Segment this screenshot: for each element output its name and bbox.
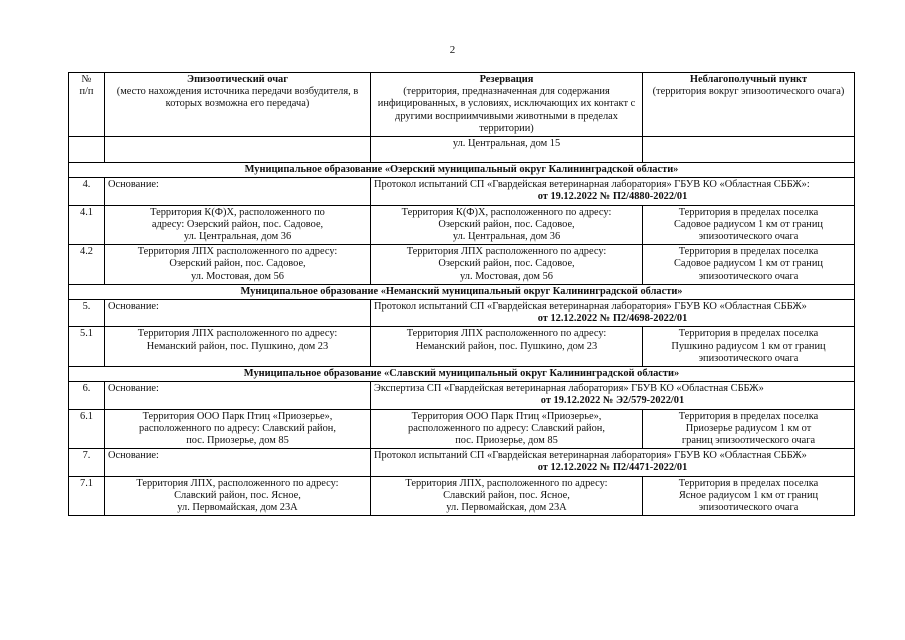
cell-line: Территория в пределах поселка (678, 477, 819, 489)
table-row (69, 476, 855, 516)
focus-cell (105, 205, 371, 245)
basis-num: 5. (69, 300, 105, 327)
cell-line: границ эпизоотического очага (681, 435, 816, 447)
cell-line: Территория К(Ф)Х, расположенного по (150, 206, 325, 218)
table-row (69, 327, 855, 367)
basis-reference: от 12.12.2022 № П2/4471-2022/01 (537, 462, 688, 474)
cell-line: ул. Первомайская, дом 23А (177, 502, 298, 514)
basis-label: Основание: (105, 300, 371, 327)
unfavorable-point-cell (643, 409, 855, 449)
cell-line: Территория ЛПХ, расположенного по адресу: (136, 477, 339, 489)
basis-num: 7. (69, 449, 105, 476)
cell-line: Неманский район, пос. Пушкино, дом 23 (146, 340, 329, 352)
basis-row (69, 300, 855, 327)
table-row (69, 409, 855, 449)
cell-line: ул. Мостовая, дом 56 (191, 270, 284, 282)
basis-text: Протокол испытаний СП «Гвардейская ветеринарная лаборатория» ГБУВ КО «Областная СББЖ» (374, 450, 807, 462)
cell-line: Неманский район, пос. Пушкино, дом 23 (415, 340, 598, 352)
basis-row (69, 449, 855, 476)
cell-line: Садовое радиусом 1 км от границ (674, 258, 823, 270)
basis-row (69, 178, 855, 205)
header-focus: Эпизоотический очаг (место нахождения источника передачи возбудителя, в которых возможна его передача) (105, 73, 371, 137)
cell-line: Территория ЛПХ, расположенного по адресу: (405, 477, 608, 489)
header-num: № п/п (69, 73, 105, 137)
cell-line: Славский район, пос. Ясное, (174, 489, 301, 501)
cell-line: эпизоотического очага (698, 502, 799, 514)
basis-label: Основание: (105, 449, 371, 476)
cell-line: Славский район, пос. Ясное, (443, 489, 570, 501)
section-title: Муниципальное образование «Славский муниципальный округ Калининградской области» (69, 367, 855, 382)
basis-label: Основание: (105, 178, 371, 205)
cell-line: Территория К(Ф)Х, расположенного по адресу: (401, 206, 612, 218)
cell-line: Озерский район, пос. Садовое, (438, 258, 575, 270)
cell-line: ул. Центральная, дом 36 (452, 231, 561, 243)
cell-line: Ясное радиусом 1 км от границ (678, 489, 819, 501)
unfavorable-point-cell (643, 245, 855, 285)
basis-text: Экспертиза СП «Гвардейская ветеринарная лаборатория» ГБУВ КО «Областная СББЖ» (374, 383, 764, 395)
cell-line: Территория в пределах поселка (678, 410, 819, 422)
cell-line: эпизоотического очага (698, 270, 799, 282)
basis-description (371, 382, 855, 409)
basis-description (371, 449, 855, 476)
cell-line: Территория ЛПХ расположенного по адресу: (406, 328, 607, 340)
basis-description (371, 178, 855, 205)
cell-line: Территория в пределах поселка (678, 328, 819, 340)
basis-text: Протокол испытаний СП «Гвардейская ветеринарная лаборатория» ГБУВ КО «Областная СББЖ»: (374, 179, 810, 191)
focus-cell (105, 327, 371, 367)
cell-line: Территория ЛПХ расположенного по адресу: (137, 328, 338, 340)
basis-text: Протокол испытаний СП «Гвардейская ветеринарная лаборатория» ГБУВ КО «Областная СББЖ» (374, 301, 807, 313)
cell-line: расположенного по адресу: Славский район, (139, 422, 336, 434)
basis-reference: от 19.12.2022 № Э2/579-2022/01 (540, 395, 685, 407)
unfavorable-point-cell (643, 327, 855, 367)
row-num: 4.1 (69, 205, 105, 245)
table-row (69, 245, 855, 285)
cell-line: эпизоотического очага (698, 231, 799, 243)
row-num: 4.2 (69, 245, 105, 285)
basis-label: Основание: (105, 382, 371, 409)
row-num: 5.1 (69, 327, 105, 367)
table-body (69, 137, 855, 516)
cell-line: Приозерье радиусом 1 км от (685, 422, 812, 434)
basis-description (371, 300, 855, 327)
basis-row (69, 382, 855, 409)
cell-line: ул. Первомайская, дом 23А (446, 502, 567, 514)
cell-line: Озерский район, пос. Садовое, (169, 258, 306, 270)
page-number: 2 (449, 44, 456, 56)
unfavorable-point-cell (643, 205, 855, 245)
reservation-cell (371, 245, 643, 285)
cell-line: эпизоотического очага (698, 352, 799, 364)
cell-line: Территория ЛПХ расположенного по адресу: (137, 246, 338, 258)
cell-line: Территория в пределах поселка (678, 206, 819, 218)
reservation-cell (371, 205, 643, 245)
cell-line: Озерский район, пос. Садовое, (438, 218, 575, 230)
header-reservation: Резервация (территория, предназначенная для содержания инфицированных, в условиях, исключающих их контакт с другими восприимчивыми животными в пределах территории) (371, 73, 643, 137)
focus-cell (105, 409, 371, 449)
cell-line: пос. Приозерье, дом 85 (186, 435, 289, 447)
cell-line: Территория ООО Парк Птиц «Приозерье», (411, 410, 602, 422)
table-row (69, 205, 855, 245)
section-row (69, 163, 855, 178)
cell-line: расположенного по адресу: Славский район, (408, 422, 605, 434)
focus-cell (105, 476, 371, 516)
row-num: 6.1 (69, 409, 105, 449)
continuation-row (69, 137, 855, 163)
reservation-cell (371, 409, 643, 449)
section-title: Муниципальное образование «Неманский муниципальный округ Калининградской области» (69, 284, 855, 299)
row-num: 7.1 (69, 476, 105, 516)
reservation-cell (371, 476, 643, 516)
table-header-row (69, 73, 855, 137)
basis-num: 4. (69, 178, 105, 205)
cell-line: ул. Мостовая, дом 56 (460, 270, 553, 282)
quarantine-table (68, 72, 855, 516)
basis-num: 6. (69, 382, 105, 409)
unfavorable-point-cell (643, 476, 855, 516)
focus-cell (105, 245, 371, 285)
cell-line: Пушкино радиусом 1 км от границ (671, 340, 826, 352)
reservation-cell (371, 327, 643, 367)
cell-line: Территория в пределах поселка (678, 246, 819, 258)
section-title: Муниципальное образование «Озерский муниципальный округ Калининградской области» (69, 163, 855, 178)
basis-reference: от 19.12.2022 № П2/4880-2022/01 (537, 191, 688, 203)
section-row (69, 284, 855, 299)
cell-line: Территория ООО Парк Птиц «Приозерье», (142, 410, 333, 422)
header-unfavorable-point: Неблагополучный пункт (территория вокруг эпизоотического очага) (643, 73, 855, 137)
cell-line: ул. Центральная, дом 36 (183, 231, 292, 243)
cell-line: адресу: Озерский район, пос. Садовое, (151, 218, 324, 230)
continuation-cell: ул. Центральная, дом 15 (371, 137, 643, 163)
cell-line: Садовое радиусом 1 км от границ (674, 218, 823, 230)
cell-line: Территория ЛПХ расположенного по адресу: (406, 246, 607, 258)
section-row (69, 367, 855, 382)
basis-reference: от 12.12.2022 № П2/4698-2022/01 (537, 313, 688, 325)
cell-line: пос. Приозерье, дом 85 (455, 435, 558, 447)
